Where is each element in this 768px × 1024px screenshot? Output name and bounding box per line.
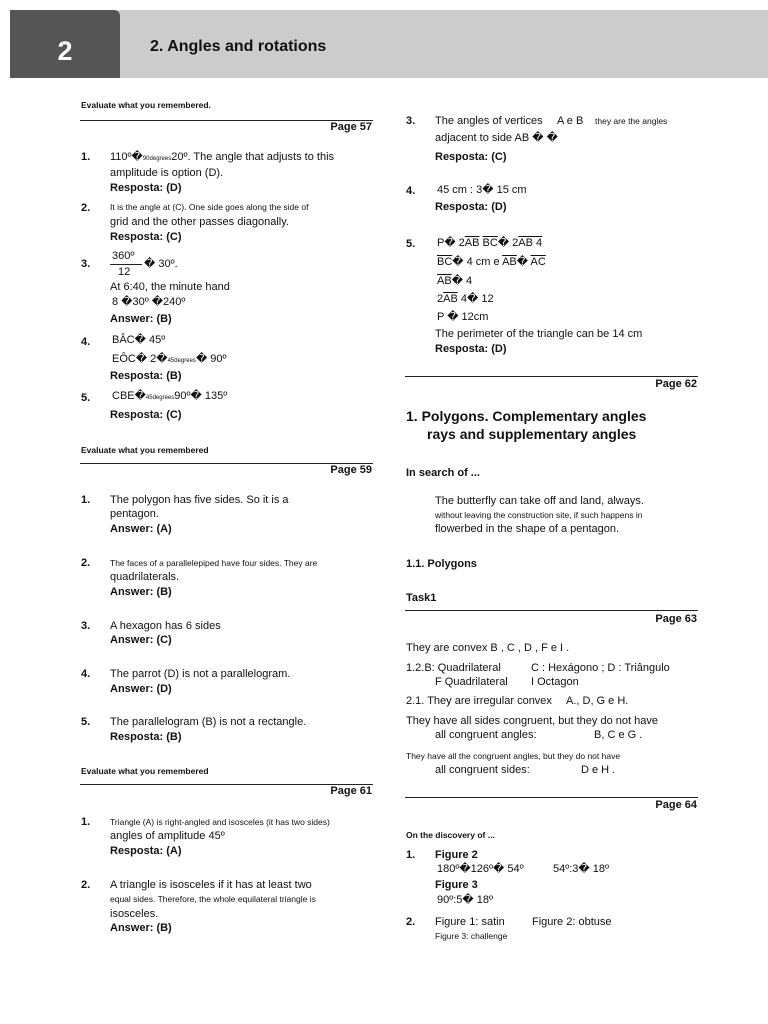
answer-text: Figure 3: challenge [435, 931, 508, 941]
answer-text: Triangle (A) is right-angled and isosceles (it has two sides) [110, 817, 330, 827]
answer-text: adjacent to side AB � � [435, 132, 558, 144]
chapter-number: 2 [57, 36, 73, 66]
page-label: Page 57 [330, 121, 372, 133]
chapter-title: 2. Angles and rotations [150, 38, 327, 55]
question-number: 3. [81, 620, 91, 632]
answer-label: Answer: (A) [110, 523, 172, 535]
section-heading: Evaluate what you remembered [81, 766, 209, 776]
answer-label: Resposta: (B) [110, 370, 182, 382]
answer-text: equal sides. Therefore, the whole equilateral triangle is [110, 894, 316, 904]
question-number: 5. [81, 716, 91, 728]
body-text: They have all the congruent angles, but they do not have [406, 751, 621, 761]
subsection-heading: Task1 [406, 592, 437, 604]
page-label: Page 63 [655, 613, 697, 625]
answer-text: $\overline{BC}�$ 4 cm e $\overline{AB}�$ $\overline{AC}$ [437, 256, 546, 268]
answer-text: The parrot (D) is not a parallelogram. [110, 668, 291, 680]
subsection-heading: 1.1. Polygons [406, 558, 477, 570]
answer-text: A hexagon has 6 sides [110, 620, 221, 632]
answer-label: Answer: (B) [110, 313, 172, 325]
divider [405, 376, 698, 377]
answer-label: Resposta: (B) [110, 731, 182, 743]
answer-text: The faces of a parallelepiped have four sides. They are [110, 558, 318, 568]
body-text: flowerbed in the shape of a pentagon. [435, 523, 620, 535]
body-text: without leaving the construction site, if such happens in [435, 510, 643, 520]
answer-text: The parallelogram (B) is not a rectangle. [110, 716, 307, 728]
answer-text: 54º:3� 18º [553, 863, 610, 875]
section-heading: Evaluate what you remembered [81, 445, 209, 455]
answer-text: pentagon. [110, 508, 159, 520]
page-label: Page 59 [330, 464, 372, 476]
question-number: 4. [406, 185, 416, 197]
body-text: A., D, G e H. [566, 695, 629, 707]
answer-text: A triangle is isosceles if it has at least two [110, 879, 312, 891]
body-text: B, C e G . [594, 729, 643, 741]
divider [405, 797, 698, 798]
body-text: I Octagon [531, 676, 579, 688]
body-text: all congruent sides: [435, 764, 530, 776]
question-number: 1. [81, 494, 91, 506]
body-text: They are convex B , C , D , F e I . [406, 642, 570, 654]
answer-text: BÂC� 45º [112, 334, 166, 346]
answer-text: The polygon has five sides. So it is a [110, 494, 289, 506]
answer-text: 8 �30º �240º [112, 296, 186, 308]
answer-text: 90º:5� 18º [437, 894, 494, 906]
question-number: 1. [406, 849, 416, 861]
answer-text: 110º�90degrees20º. The angle that adjusts to this [110, 151, 335, 163]
answer-text: Figure 2: obtuse [532, 916, 612, 928]
question-number: 3. [81, 258, 91, 270]
body-text: D e H . [581, 764, 616, 776]
question-number: 2. [81, 879, 91, 891]
body-text: C : Hexágono ; D : Triângulo [531, 662, 670, 674]
fraction-numerator: 360º [112, 250, 135, 262]
answer-text: 45 cm : 3� 15 cm [437, 184, 527, 196]
answer-text: $\overline{AB}�$ 4 [437, 275, 473, 287]
section-title: rays and supplementary angles [427, 426, 637, 442]
section-title: 1. Polygons. Complementary angles [406, 408, 647, 424]
question-number: 1. [81, 816, 91, 828]
question-number: 2. [81, 557, 91, 569]
answer-label: Answer: (D) [110, 683, 172, 695]
answer-label: Resposta: (C) [435, 151, 507, 163]
answer-label: Resposta: (C) [110, 409, 182, 421]
answer-label: Answer: (B) [110, 586, 172, 598]
body-text: They have all sides congruent, but they do not have [406, 715, 658, 727]
question-number: 2. [406, 916, 416, 928]
body-text: 1.2.B: Quadrilateral [406, 662, 501, 674]
answer-text: P � 12cm [437, 311, 489, 323]
answer-label: Resposta: (D) [435, 343, 507, 355]
answer-text: isosceles. [110, 908, 159, 920]
answer-text: P� $2\overline{AB}$ $\overline{BC}�$ 2AB 4 [437, 237, 543, 249]
divider [405, 610, 698, 611]
answer-text: The perimeter of the triangle can be 14 cm [435, 328, 643, 340]
answer-text: At 6:40, the minute hand [110, 281, 230, 293]
answer-text: It is the angle at (C). One side goes along the side of [110, 202, 309, 212]
answer-text: Figure 1: satin [435, 916, 505, 928]
page-label: Page 64 [655, 799, 697, 811]
page-label: Page 61 [330, 785, 372, 797]
question-number: 1. [81, 151, 91, 163]
answer-label: Resposta: (D) [110, 182, 182, 194]
answer-text: CBE�45degrees90º� 135º [112, 390, 228, 402]
question-number: 4. [81, 668, 91, 680]
answer-label: Resposta: (C) [110, 231, 182, 243]
answer-label: Answer: (B) [110, 922, 172, 934]
body-text: The butterfly can take off and land, always. [435, 495, 644, 507]
answer-label: Answer: (C) [110, 634, 172, 646]
answer-text: angles of amplitude 45º [110, 830, 225, 842]
subsection-heading: On the discovery of ... [406, 830, 495, 840]
chapter-number-box [10, 10, 120, 78]
fraction-denominator: 12 [118, 266, 131, 278]
chapter-header-band [10, 10, 768, 78]
question-number: 4. [81, 336, 91, 348]
answer-text: � 30º. [144, 258, 178, 270]
question-number: 3. [406, 115, 416, 127]
page-label: Page 62 [655, 378, 697, 390]
answer-label: Resposta: (D) [435, 201, 507, 213]
answer-text: they are the angles [595, 116, 668, 126]
answer-text: $2\overline{AB}$ 4� 12 [437, 293, 494, 305]
answer-label: Resposta: (A) [110, 845, 182, 857]
answer-text: grid and the other passes diagonally. [110, 216, 289, 228]
body-text: 2.1. They are irregular convex [406, 695, 552, 707]
answer-text: quadrilaterals. [110, 571, 180, 583]
figure-label: Figure 2 [435, 849, 478, 861]
question-number: 5. [406, 238, 416, 250]
subsection-heading: In search of ... [406, 467, 480, 479]
question-number: 2. [81, 202, 91, 214]
section-heading: Evaluate what you remembered. [81, 100, 211, 110]
answer-text: 180º�126º� 54º [437, 863, 524, 875]
question-number: 5. [81, 392, 91, 404]
answer-text: EÔC� 2�45degrees� 90º [112, 353, 227, 365]
fraction-bar [110, 264, 142, 265]
figure-label: Figure 3 [435, 879, 478, 891]
body-text: all congruent angles: [435, 729, 537, 741]
body-text: F Quadrilateral [435, 676, 508, 688]
answer-text: amplitude is option (D). [110, 167, 224, 179]
answer-text: A e B [557, 115, 584, 127]
answer-text: The angles of vertices [435, 115, 543, 127]
